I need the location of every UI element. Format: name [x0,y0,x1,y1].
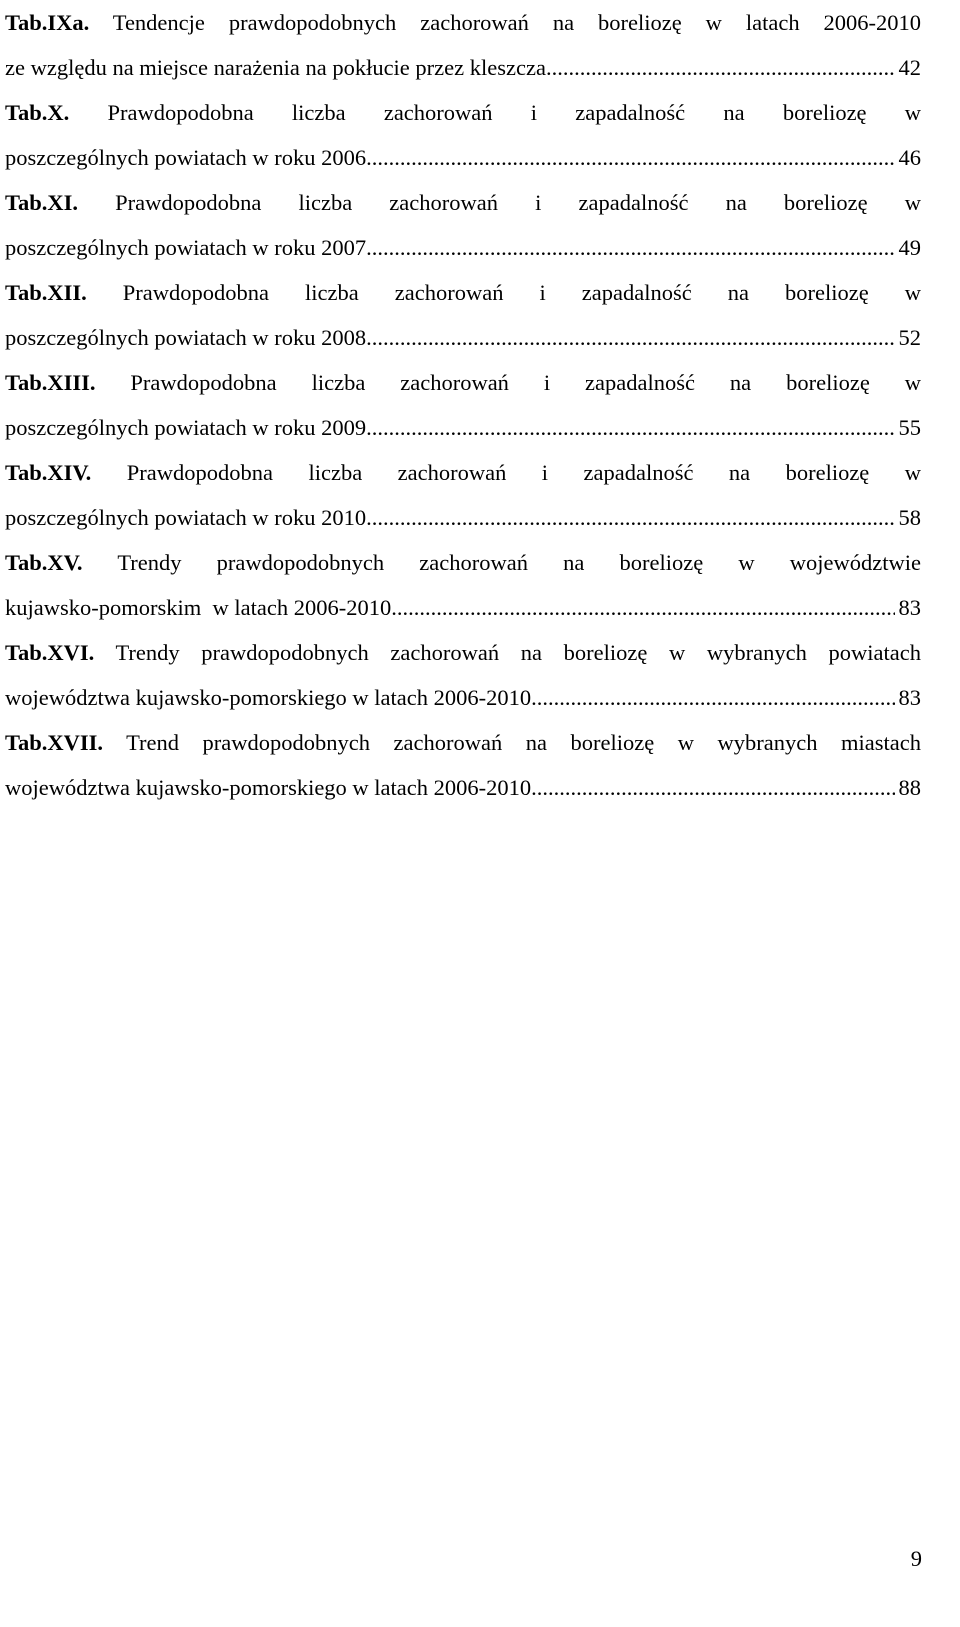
toc-page-number: 46 [898,145,921,170]
toc-title-line1: Prawdopodobna liczba zachorowań i zapadalność na boreliozę w [107,100,921,125]
toc-title-line1: Prawdopodobna liczba zachorowań i zapadalność na boreliozę w [115,190,921,215]
toc-leader-dots [372,495,895,540]
toc-title-line1: Trendy prawdopodobnych zachorowań na boreliozę w wybranych powiatach [115,640,921,665]
toc-entry[interactable] [5,270,921,360]
toc-tag: Tab.XV. [5,550,83,575]
toc-title-line2: poszczególnych powiatach w roku 2010. [5,505,372,530]
toc-title-line1: Tendencje prawdopodobnych zachorowań na boreliozę w latach 2006-2010 [112,10,921,35]
toc-title-line2: poszczególnych powiatach w roku 2006. [5,145,372,170]
toc-title-line1: Prawdopodobna liczba zachorowań i zapadalność na boreliozę w [130,370,921,395]
toc-title-line1: Trend prawdopodobnych zachorowań na boreliozę w wybranych miastach [126,730,921,755]
toc-leader-dots [531,675,894,720]
toc-page-number: 88 [898,775,921,800]
toc-leader-dots [372,405,895,450]
toc-page-number: 42 [898,55,921,80]
toc-page-number: 49 [898,235,921,260]
toc-leader-dots [397,585,895,630]
toc-title-line2: ze względu na miejsce narażenia na pokłucie przez kleszcza [5,55,546,80]
table-of-contents [5,0,921,810]
toc-title-line1: Prawdopodobna liczba zachorowań i zapadalność na boreliozę w [122,280,921,305]
toc-entry[interactable] [5,630,921,720]
toc-entry[interactable] [5,0,921,90]
page-number: 9 [910,1546,922,1571]
toc-tag: Tab.XVII. [5,730,103,755]
toc-title-line1: Prawdopodobna liczba zachorowań i zapadalność na boreliozę w [126,460,921,485]
toc-page-number: 55 [898,415,921,440]
toc-leader-dots [366,315,894,360]
toc-leader-dots [372,135,895,180]
toc-tag: Tab.X. [5,100,70,125]
toc-tag: Tab.XI. [5,190,78,215]
toc-title-line2: poszczególnych powiatach w roku 2007. [5,235,372,260]
toc-tag: Tab.XIV. [5,460,92,485]
toc-leader-dots [372,225,895,270]
toc-tag: Tab.XVI. [5,640,95,665]
toc-page-number: 52 [898,325,921,350]
toc-entry[interactable] [5,540,921,630]
toc-title-line2: województwa kujawsko-pomorskiego w latach 2006-2010 [5,775,532,800]
toc-page-number: 83 [898,595,921,620]
toc-tag: Tab.IXa. [5,10,90,35]
toc-entry[interactable] [5,180,921,270]
toc-entry[interactable] [5,720,921,810]
toc-title-line1: Trendy prawdopodobnych zachorowań na boreliozę w województwie [117,550,921,575]
toc-title-line2: kujawsko-pomorskim w latach 2006-2010. [5,595,397,620]
toc-page-number: 58 [898,505,921,530]
toc-title-line2: województwa kujawsko-pomorskiego w latach 2006-2010 [5,685,532,710]
toc-title-line2: poszczególnych powiatach w roku 2008 [5,325,367,350]
toc-page-number: 83 [898,685,921,710]
toc-title-line2: poszczególnych powiatach w roku 2009. [5,415,372,440]
toc-leader-dots [546,45,895,90]
toc-entry[interactable] [5,450,921,540]
toc-tag: Tab.XII. [5,280,87,305]
toc-entry[interactable] [5,90,921,180]
toc-tag: Tab.XIII. [5,370,96,395]
toc-entry[interactable] [5,360,921,450]
toc-leader-dots [531,765,894,810]
